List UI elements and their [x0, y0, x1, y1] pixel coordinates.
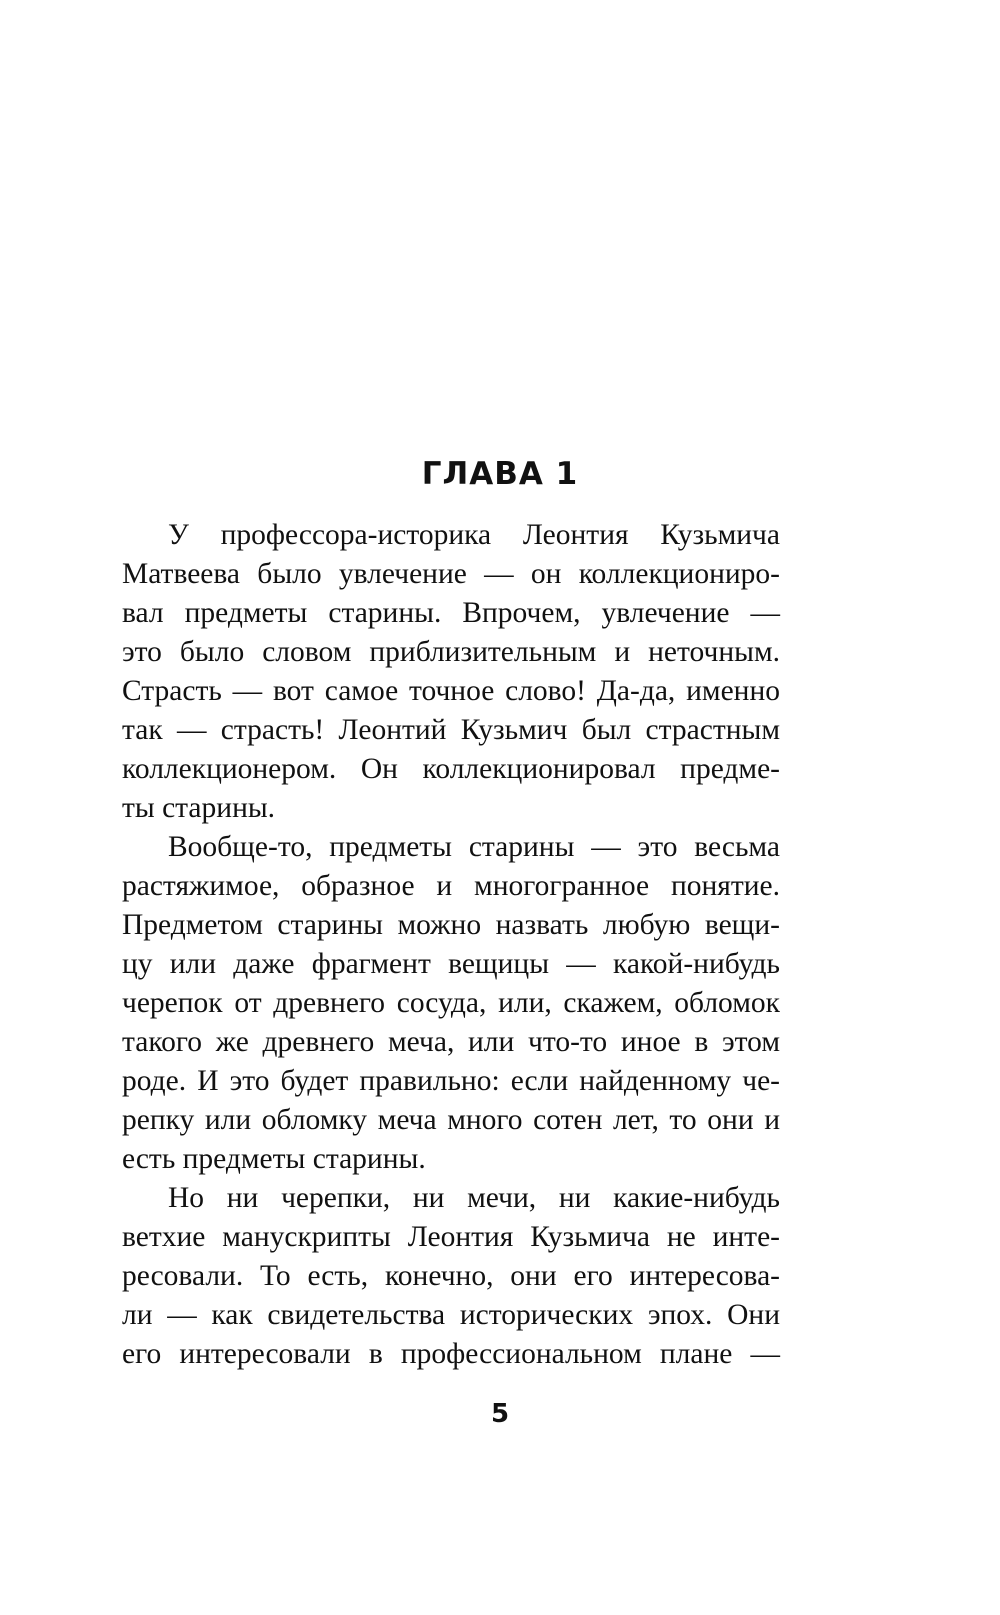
- text-line: Страсть — вот самое точное слово! Да-да, именно: [122, 675, 780, 707]
- paragraph: [122, 828, 780, 1179]
- text-line: ты старины.: [122, 792, 276, 824]
- text-line: коллекционером. Он коллекционировал предме-: [122, 753, 780, 785]
- text-line: роде. И это будет правильно: если найденному че-: [122, 1065, 780, 1097]
- chapter-title: ГЛАВА 1: [421, 456, 579, 492]
- text-line: Вообще-то, предметы старины — это весьма: [168, 831, 780, 863]
- text-line: растяжимое, образное и многогранное понятие.: [122, 870, 780, 902]
- page-number: 5: [490, 1399, 510, 1429]
- text-line: ли — как свидетельства исторических эпох. Они: [122, 1299, 780, 1331]
- paragraph: [122, 516, 780, 828]
- text-line: репку или обломку меча много сотен лет, то они и: [122, 1104, 780, 1136]
- text-line: ветхие манускрипты Леонтия Кузьмича не инте-: [122, 1221, 780, 1253]
- text-line: У профессора-историка Леонтия Кузьмича: [168, 519, 780, 551]
- text-line: его интересовали в профессиональном плане —: [122, 1338, 780, 1370]
- text-line: это было словом приблизительным и неточным.: [122, 636, 780, 668]
- text-line: ресовали. То есть, конечно, они его интересова-: [122, 1260, 780, 1292]
- text-line: черепок от древнего сосуда, или, скажем, обломок: [122, 987, 780, 1019]
- text-line: Матвеева было увлечение — он коллекциониро-: [122, 558, 780, 590]
- text-line: цу или даже фрагмент вещицы — какой-нибудь: [122, 948, 780, 980]
- text-line: так — страсть! Леонтий Кузьмич был страстным: [122, 714, 780, 746]
- text-line: Но ни черепки, ни мечи, ни какие-нибудь: [168, 1182, 780, 1214]
- text-line: такого же древнего меча, или что-то иное в этом: [122, 1026, 780, 1058]
- chapter-body: [122, 516, 780, 1374]
- text-line: Предметом старины можно назвать любую вещи-: [122, 909, 780, 941]
- text-line: вал предметы старины. Впрочем, увлечение —: [122, 597, 780, 629]
- text-line: есть предметы старины.: [122, 1143, 426, 1175]
- paragraph: [122, 1179, 780, 1374]
